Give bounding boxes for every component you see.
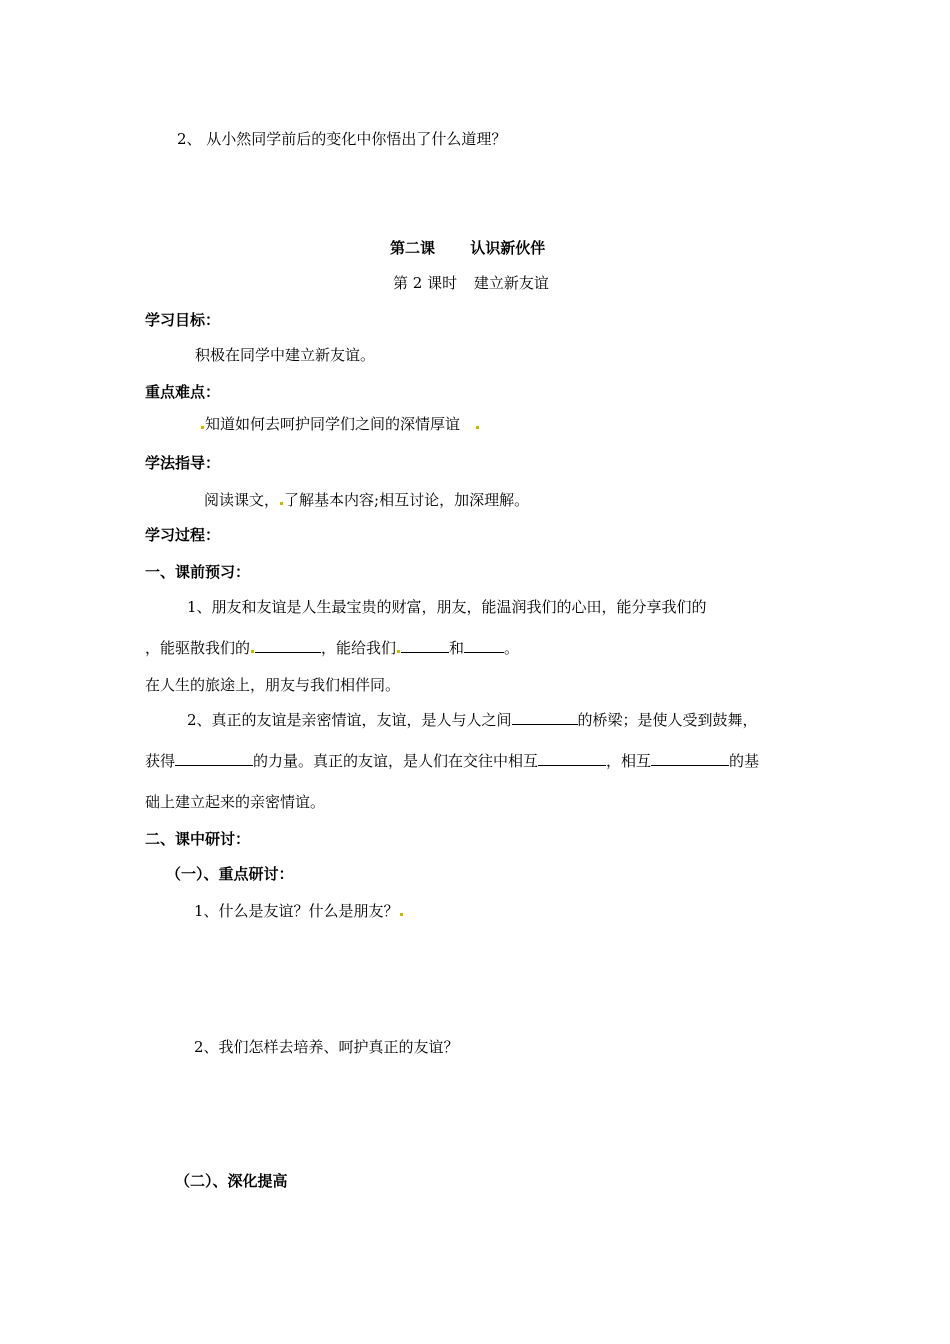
q2-text-a: 2、真正的友谊是亲密情谊，友谊，是人与人之间: [187, 711, 512, 729]
answer-blank[interactable]: [175, 751, 253, 766]
method-text-a: 阅读课文，: [204, 491, 280, 509]
preview-heading: 一、课前预习：: [145, 563, 251, 581]
lesson-number: 第二课: [390, 239, 436, 257]
preview-q1-line1: 1、朋友和友谊是人生最宝贵的财富，朋友，能温润我们的心田，能分享我们的: [187, 598, 707, 616]
lesson-period: [393, 273, 549, 293]
key-points-body: 知道如何去呵护同学们之间的深情厚谊: [205, 415, 461, 433]
q1-text-c: 和: [449, 639, 465, 657]
marker: [400, 913, 403, 916]
marker: [476, 426, 479, 429]
top-question: 2、 从小然同学前后的变化中你悟出了什么道理？: [177, 130, 507, 148]
answer-blank[interactable]: [464, 638, 504, 653]
method-text: [204, 490, 529, 510]
preview-q2-line1: [187, 710, 758, 730]
discussion-q1: [194, 901, 404, 921]
key-points-text: [200, 414, 480, 434]
discussion-sub1: （一）、重点研讨：: [166, 865, 294, 883]
q2-text-e: ，相互: [606, 752, 652, 770]
lesson-title: [390, 238, 545, 258]
process-heading: 学习过程：: [145, 526, 221, 544]
answer-blank[interactable]: [512, 710, 578, 725]
discussion-sub2: （二）、深化提高: [175, 1172, 288, 1190]
answer-blank[interactable]: [538, 751, 606, 766]
marker: [251, 650, 254, 653]
lesson-name: 认识新伙伴: [470, 239, 546, 257]
preview-q2-line3: 础上建立起来的亲密情谊。: [145, 793, 326, 811]
goals-text: 积极在同学中建立新友谊。: [195, 346, 376, 364]
discussion-q2: 2、我们怎样去培养、呵护真正的友谊？: [194, 1038, 459, 1056]
marker: [280, 502, 283, 505]
key-points-heading: 重点难点：: [145, 383, 221, 401]
answer-blank[interactable]: [401, 638, 449, 653]
period-number: 第 2 课时: [393, 274, 458, 292]
method-text-b: 了解基本内容;相互讨论，加深理解。: [284, 491, 530, 509]
marker: [397, 650, 400, 653]
q2-text-f: 的基: [729, 752, 760, 770]
discussion-heading: 二、课中研讨：: [145, 830, 251, 848]
answer-blank[interactable]: [255, 638, 321, 653]
marker: [201, 426, 204, 429]
q1-text-b: ，能给我们: [321, 639, 397, 657]
goals-heading: 学习目标：: [145, 311, 221, 329]
q1-text-a: ，能驱散我们的: [145, 639, 251, 657]
q1-text-d: 。: [504, 639, 520, 657]
discussion-q1-text: 1、什么是友谊？什么是朋友？: [194, 902, 399, 920]
q2-text-c: 获得: [145, 752, 176, 770]
period-title: 建立新友谊: [473, 274, 549, 292]
preview-q2-line2: [145, 751, 759, 771]
q2-text-d: 的力量。真正的友谊，是人们在交往中相互: [253, 752, 539, 770]
preview-q1-line2: [145, 638, 519, 658]
method-heading: 学法指导：: [145, 454, 221, 472]
q2-text-b: 的桥梁；是使人受到鼓舞，: [577, 711, 758, 729]
answer-blank[interactable]: [651, 751, 729, 766]
preview-q1-line3: 在人生的旅途上，朋友与我们相伴同。: [145, 676, 401, 694]
